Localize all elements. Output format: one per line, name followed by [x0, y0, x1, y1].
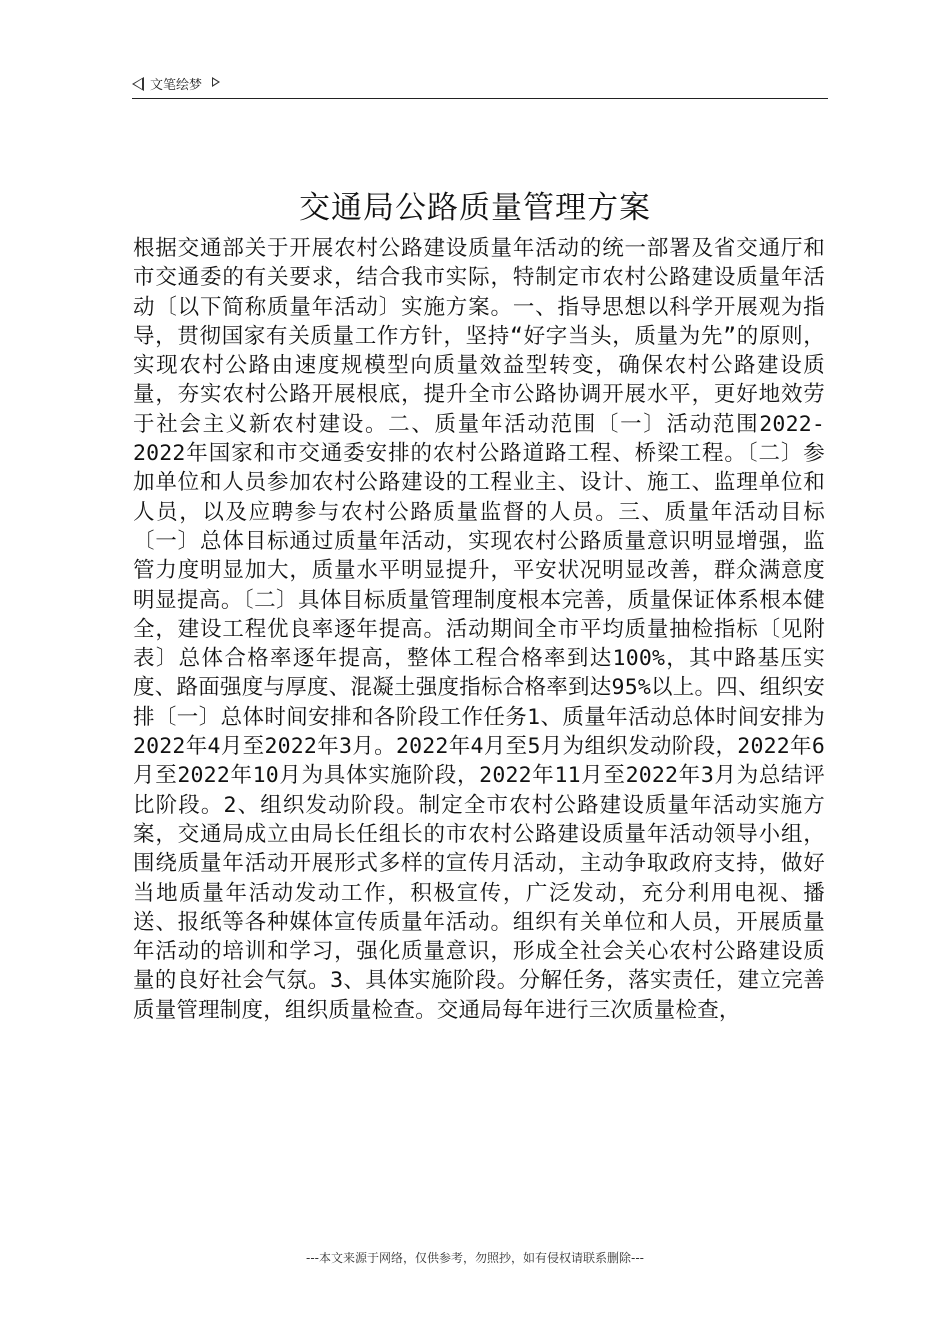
triangle-right-icon	[212, 77, 220, 87]
brand-logo	[132, 74, 220, 93]
page-header	[132, 72, 828, 99]
footer-notice: ---本文来源于网络，仅供参考，勿照抄，如有侵权请联系删除---	[306, 1251, 644, 1265]
document-title: 交通局公路质量管理方案	[299, 190, 651, 226]
triangle-left-icon	[132, 77, 144, 91]
brand-name: 文笔绘梦	[150, 78, 203, 93]
document-body: 根据交通部关于开展农村公路建设质量年活动的统一部署及省交通厅和市交通委的有关要求，结合我市实际，特制定市农村公路建设质量年活动〔以下简称质量年活动〕实施方案。一、指导思想以科学开展观为指导，贯彻国家有关质量工作方针，坚持“好字当头，质量为先”的原则，实现农村公路由速度规模型向质量效益型转变，确保农村公路建设质量，夯实农村公路开展根底，提升全市公路协调开展水平，更好地效劳于社会主义新农村建设。二、质量年活动范围〔一〕活动范围2022-2022年国家和市交通委安排的农村公路道路工程、桥梁工程。〔二〕参加单位和人员参加农村公路建设的工程业主、设计、施工、监理单位和人员，以及应聘参与农村公路质量监督的人员。三、质量年活动目标〔一〕总体目标通过质量年活动，实现农村公路质量意识明显增强，监管力度明显加大，质量水平明显提升，平安状况明显改善，群众满意度明显提高。〔二〕具体目标质量管理制度根本完善，质量保证体系根本健全，建设工程优良率逐年提高。活动期间全市平均质量抽检指标〔见附表〕总体合格率逐年提高，整体工程合格率到达100%，其中路基压实度、路面强度与厚度、混凝土强度指标合格率到达95%以上。四、组织安排〔一〕总体时间安排和各阶段工作任务1、质量年活动总体时间安排为2022年4月至2022年3月。2022年4月至5月为组织发动阶段，2022年6月至2022年10月为具体实施阶段，2022年11月至2022年3月为总结评比阶段。2、组织发动阶段。制定全市农村公路建设质量年活动实施方案，交通局成立由局长任组长的市农村公路建设质量年活动领导小组，围绕质量年活动开展形式多样的宣传月活动，主动争取政府支持，做好当地质量年活动发动工作，积极宣传，广泛发动，充分利用电视、播送、报纸等各种媒体宣传质量年活动。组织有关单位和人员，开展质量年活动的培训和学习，强化质量意识，形成全社会关心农村公路建设质量的良好社会气氛。3、具体实施阶段。分解任务，落实责任，建立完善质量管理制度，组织质量检查。交通局每年进行三次质量检查，	[133, 236, 825, 1023]
